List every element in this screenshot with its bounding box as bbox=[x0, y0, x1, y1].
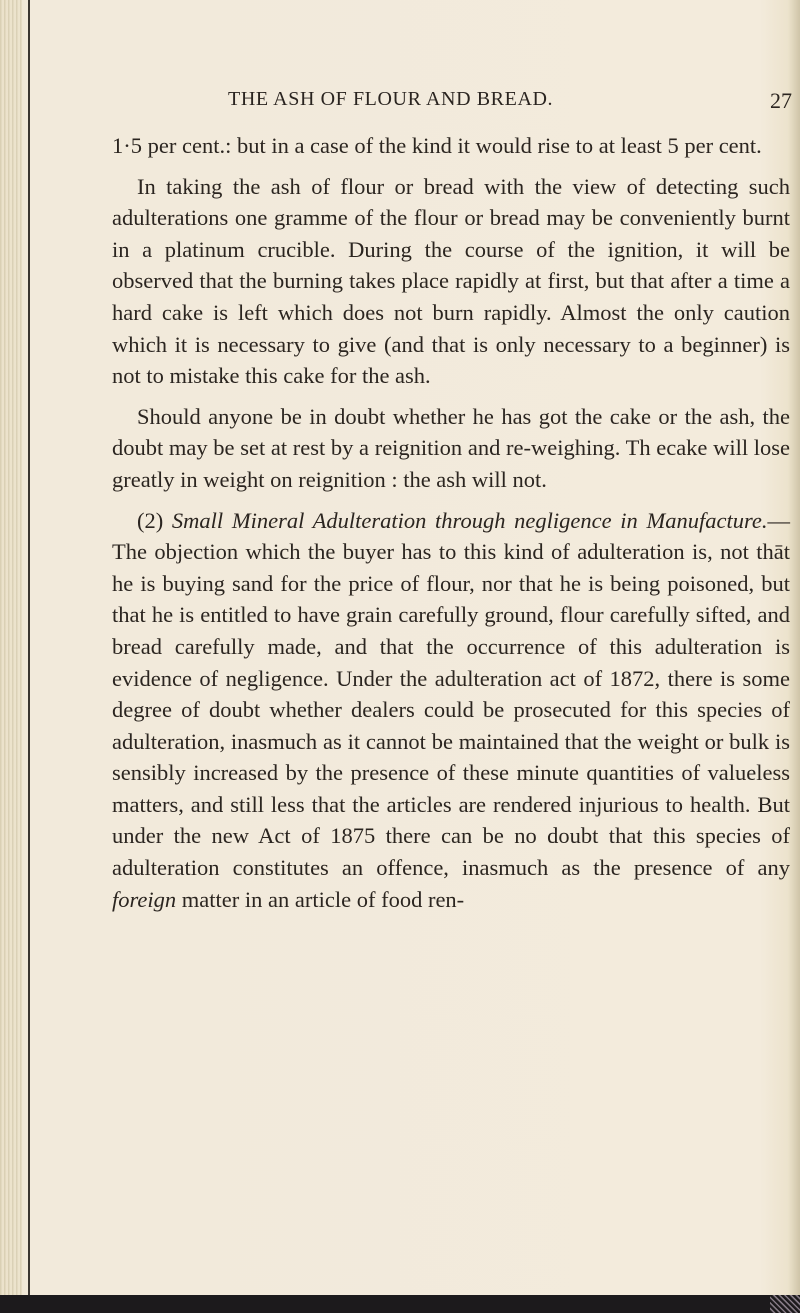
body-text bbox=[112, 130, 790, 924]
paragraph-4 bbox=[112, 505, 790, 916]
running-title: THE ASH OF FLOUR AND BREAD. bbox=[228, 88, 554, 110]
section-number: (2) bbox=[137, 507, 172, 533]
italic-word-foreign: foreign bbox=[112, 886, 177, 912]
binding-rule bbox=[28, 0, 30, 1300]
section-heading: Small Mineral Adulteration through negligence in Manufacture. bbox=[171, 507, 768, 533]
paragraph-3-text: Should anyone be in doubt whether he has got the cake or the ash, the doubt may be set at rest by a reignition and re-weighing. Th ecake will lose greatly in weight on reignition : the ash will not. bbox=[112, 403, 790, 492]
paragraph-4-text-b: matter in an article of food ren- bbox=[176, 886, 465, 912]
running-head bbox=[108, 88, 792, 118]
paragraph-1-text: 1·5 per cent.: but in a case of the kind it would rise to at least 5 per cent. bbox=[112, 133, 762, 158]
page-number: 27 bbox=[770, 88, 792, 113]
paragraph-4-text-a: —The objection which the buyer has to this kind of adulteration is, not thāt he is buying sand for the price of flour, nor that he is being poisoned, but that he is entitled to have grain carefully ground, flour carefully sifted, and bread carefully made, and that the occurrence of this adulteration is evidence of negligence. Under the adulteration act of 1872, there is some degree of doubt whether dealers could be prosecuted for this species of adulteration, inasmuch as it cannot be maintained that the weight or bulk is sensibly increased by the presence of these minute quantities of valueless matters, and still less that the articles are rendered injurious to health. But under the new Act of 1875 there can be no doubt that this species of adulteration constitutes an offence, inasmuch as the presence of any bbox=[112, 507, 790, 881]
paragraph-3 bbox=[112, 401, 790, 496]
paragraph-1 bbox=[112, 130, 790, 162]
page-gutter bbox=[0, 0, 22, 1300]
paragraph-2-text: In taking the ash of flour or bread with the view of detecting such adulterations one gramme of the flour or bread may be conveniently burnt in a platinum crucible. During the course of the ignition, it will be observed that the burning takes place rapidly at first, but that after a time a hard cake is left which does not burn rapidly. Almost the only caution which it is necessary to give (and that is only necessary to a beginner) is not to mistake this cake for the ash. bbox=[112, 173, 790, 389]
scan-bottom-border bbox=[0, 1295, 800, 1313]
paragraph-2 bbox=[112, 171, 790, 392]
scan-corner-hatch bbox=[770, 1295, 800, 1313]
